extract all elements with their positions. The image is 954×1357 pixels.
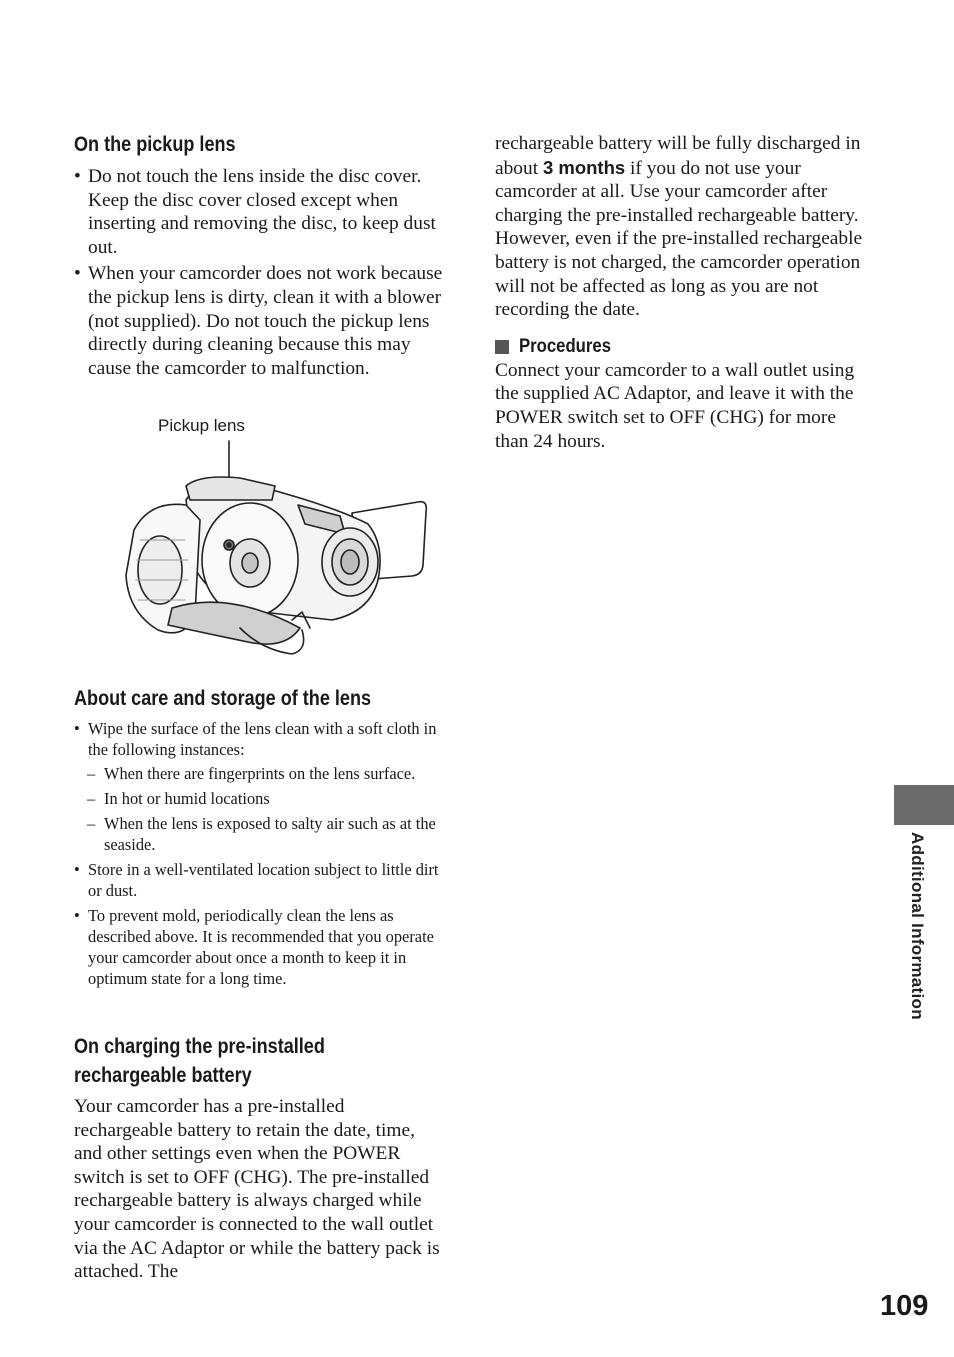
battery-paragraph-2: However, even if the pre-installed rechargeable battery is not charged, the camcorder operation will not be affected as long as you are not recording the date. xyxy=(495,228,863,321)
procedures-heading-row xyxy=(495,335,867,359)
care-bullet-list xyxy=(74,718,446,760)
section-side-label: Additional Information xyxy=(908,832,927,1020)
list-item: • To prevent mold, periodically clean the lens as described above. It is recommended that you operate your camcorder about once a month to keep it in optimum state for a long time. xyxy=(74,905,446,989)
left-column xyxy=(74,130,446,380)
list-item xyxy=(74,718,446,760)
list-item: – When there are fingerprints on the lens surface. xyxy=(74,763,446,784)
procedures-paragraph: Connect your camcorder to a wall outlet using the supplied AC Adaptor, and leave it with the POWER switch set to OFF (CHG) for more than 24 hours. xyxy=(495,359,855,452)
section-tab-marker xyxy=(894,785,954,825)
care-dash-list xyxy=(74,763,446,855)
battery-paragraph xyxy=(495,132,867,227)
battery-text-b: if you do not use your camcorder at all. Use your camcorder after charging the pre-installed rechargeable battery. xyxy=(495,157,859,226)
list-item: – When the lens is exposed to salty air such as at the seaside. xyxy=(74,813,446,855)
battery-months: 3 months xyxy=(542,156,626,178)
charging-heading-line2: rechargeable battery xyxy=(74,1064,252,1087)
pickup-lens-label: Pickup lens xyxy=(158,416,245,435)
care-heading: About care and storage of the lens xyxy=(74,687,372,710)
pickup-bullet-list xyxy=(74,165,446,380)
list-item: • When your camcorder does not work because the pickup lens is dirty, clean it with a blower (not supplied). Do not touch the pickup lens directly during cleaning because this may cause the camcorder to malfunction. xyxy=(74,262,446,380)
list-item: • Store in a well-ventilated location subject to little dirt or dust. xyxy=(74,859,446,901)
pickup-lens-heading: On the pickup lens xyxy=(74,133,236,156)
page-number: 109 xyxy=(880,1290,929,1322)
care-bullet-text: Wipe the surface of the lens clean with a soft cloth in the following instances: xyxy=(88,719,437,759)
care-bullet-list-2 xyxy=(74,859,446,989)
right-column xyxy=(495,132,867,453)
list-item: – In hot or humid locations xyxy=(74,788,446,809)
procedures-heading: Procedures xyxy=(519,335,612,357)
battery-text-a: rechargeable battery will be fully discharged in about xyxy=(495,133,861,179)
care-section xyxy=(74,684,446,989)
charging-heading-line1: On charging the pre-installed xyxy=(74,1035,325,1058)
charging-paragraph: Your camcorder has a pre-installed rechargeable battery to retain the date, time, and other settings even when the POWER switch is set to OFF (CHG). The pre-installed rechargeable battery is always charged while your camcorder is connected to the wall outlet via the AC Adaptor or while the battery pack is attached. The xyxy=(74,1096,440,1283)
square-bullet-icon xyxy=(495,340,509,354)
charging-section xyxy=(74,1032,446,1284)
list-item: • Do not touch the lens inside the disc cover. Keep the disc cover closed except when inserting and removing the disc, to keep dust out. xyxy=(74,165,446,259)
